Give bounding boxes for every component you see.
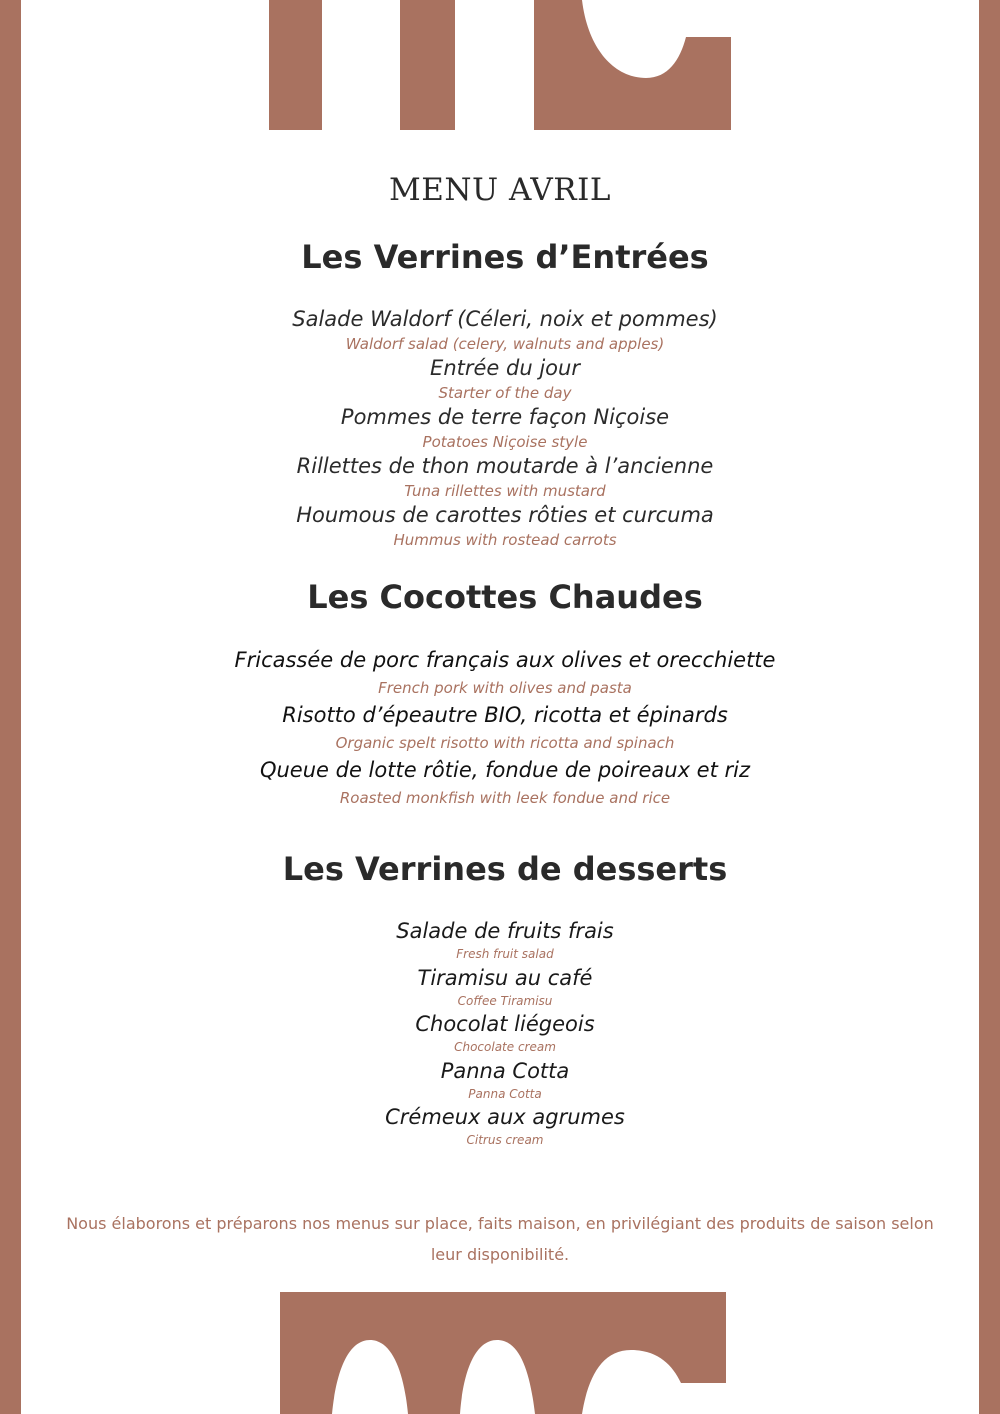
- list-item: [0, 756, 1000, 811]
- list-item: [0, 918, 1000, 965]
- menu-title: MENU AVRIL: [389, 172, 611, 208]
- list-item: [0, 646, 1000, 701]
- dish-name-fr: Salade Waldorf (Céleri, noix et pommes): [292, 307, 718, 331]
- dish-name-fr: Crémeux aux agrumes: [385, 1105, 625, 1129]
- dish-name-fr: Tiramisu au café: [417, 965, 593, 990]
- dish-name-fr: Fricassée de porc français aux olives et orecchiette: [234, 648, 776, 672]
- list-item: [0, 502, 1000, 551]
- list-item: [0, 701, 1000, 756]
- list-item: [0, 453, 1000, 502]
- dish-name-en: Tuna rillettes with mustard: [404, 482, 606, 500]
- section-title-entrees: Les Verrines d’Entrées: [301, 238, 709, 276]
- dish-name-en: Panna Cotta: [468, 1086, 542, 1101]
- list-item: [0, 306, 1000, 355]
- dish-name-en: French pork with olives and pasta: [378, 679, 632, 697]
- list-item: [0, 1104, 1000, 1151]
- dish-name-en: Organic spelt risotto with ricotta and spinach: [335, 734, 675, 752]
- dish-name-en: Waldorf salad (celery, walnuts and apples): [345, 335, 665, 353]
- dish-name-en: Starter of the day: [438, 384, 572, 402]
- mc-logo-top: [0, 0, 1000, 132]
- dish-name-fr: Queue de lotte rôtie, fondue de poireaux et riz: [259, 758, 751, 782]
- dish-name-fr: Houmous de carottes rôties et curcuma: [296, 503, 714, 527]
- dish-name-fr: Chocolat liégeois: [415, 1012, 595, 1036]
- desserts-list: [0, 918, 1000, 1151]
- dish-name-en: Roasted monkfish with leek fondue and rice: [339, 789, 671, 807]
- dish-name-fr: Panna Cotta: [440, 1058, 570, 1083]
- list-item: [0, 355, 1000, 404]
- entrees-list: [0, 306, 1000, 551]
- section-title-chaudes: Les Cocottes Chaudes: [307, 578, 703, 616]
- list-item: [0, 404, 1000, 453]
- list-item: [0, 1011, 1000, 1058]
- dish-name-fr: Pommes de terre façon Niçoise: [340, 405, 670, 429]
- dish-name-en: Fresh fruit salad: [456, 947, 554, 961]
- dish-name-fr: Rillettes de thon moutarde à l’ancienne: [296, 454, 714, 478]
- dish-name-fr: Entrée du jour: [430, 356, 580, 380]
- dish-name-en: Citrus cream: [466, 1133, 544, 1147]
- mc-logo-bottom: [0, 1292, 1000, 1414]
- chaudes-list: [0, 646, 1000, 811]
- section-title-desserts: Les Verrines de desserts: [282, 850, 728, 888]
- list-item: [0, 1058, 1000, 1105]
- list-item: [0, 965, 1000, 1012]
- dish-name-fr: Risotto d’épeautre BIO, ricotta et épinards: [282, 703, 728, 727]
- dish-name-fr: Salade de fruits frais: [396, 919, 614, 943]
- dish-name-en: Potatoes Niçoise style: [422, 433, 588, 451]
- footer-note: Nous élaborons et préparons nos menus sur place, faits maison, en privilégiant des produits de saison selon leur disponibilité.: [66, 1214, 934, 1264]
- dish-name-en: Hummus with rostead carrots: [393, 531, 617, 549]
- dish-name-en: Coffee Tiramisu: [457, 993, 553, 1008]
- dish-name-en: Chocolate cream: [454, 1040, 556, 1054]
